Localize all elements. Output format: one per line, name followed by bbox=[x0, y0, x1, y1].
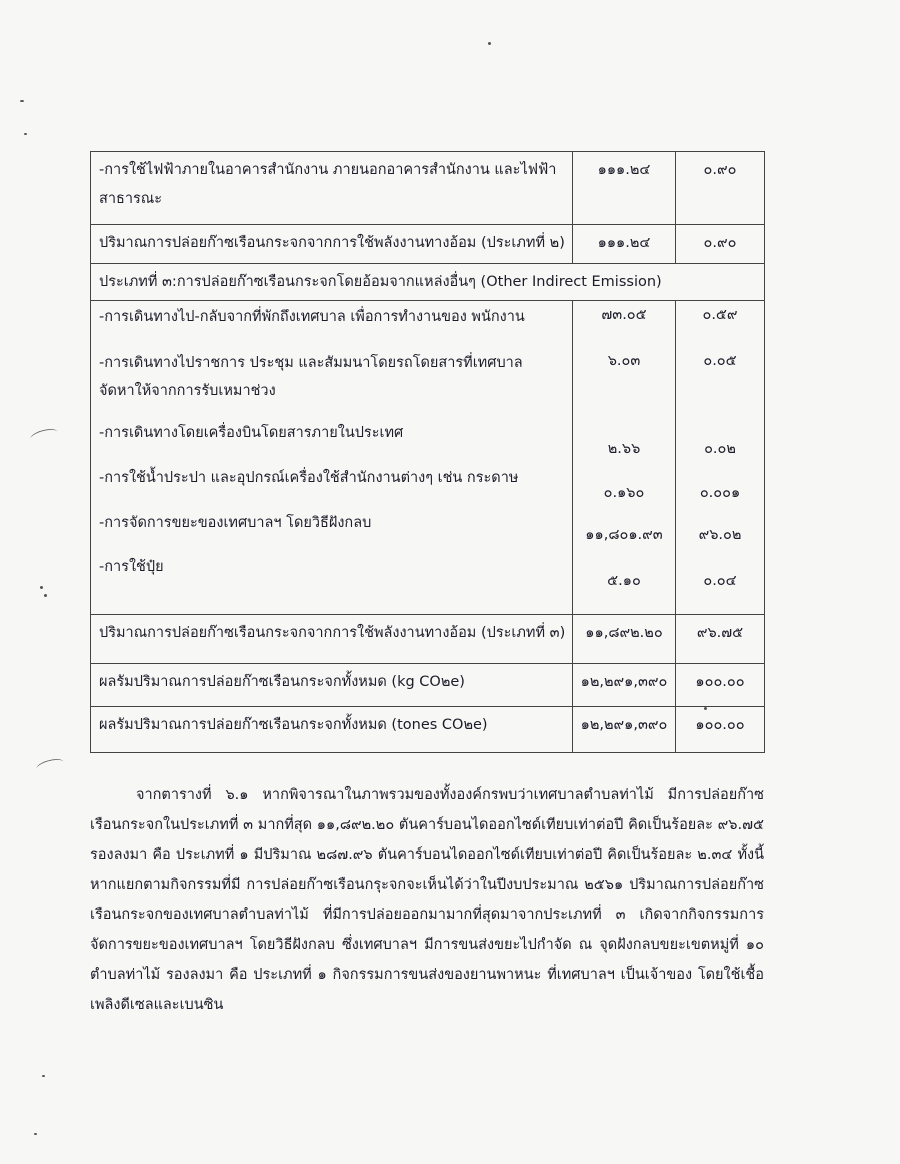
activity-label: -การเดินทางไปราชการ ประชุม และสัมมนาโดยรถโดยสารที่เทศบาล bbox=[99, 355, 523, 371]
emission-percent: ๙๖.๗๕ bbox=[676, 615, 765, 664]
section-header: ประเภทที่ ๓:การปล่อยก๊าซเรือนกระจกโดยอ้อมจากแหล่งอื่นๆ (Other Indirect Emission) bbox=[91, 264, 765, 301]
emission-percent: ๐.๐๔ bbox=[703, 573, 737, 589]
paragraph-text: จากตารางที่ ๖.๑ หากพิจารณาในภาพรวมของทั้งองค์กรพบว่าเทศบาลตำบลท่าไม้ มีการปล่อยก๊าซเรือนกระจกในประเภทที่ ๓ มากที่สุด ๑๑,๘๙๒.๒๐ ตันคาร์บอนไดออกไซด์เทียบเท่าต่อปี คิดเป็นร้อยละ ๙๖.๗๕ รองลงมา คือ ประเภทที่ ๑ มีปริมาณ ๒๘๗.๙๖ ตันคาร์บอนไดออกไซด์เทียบเท่าต่อปี คิดเป็นร้อยละ ๒.๓๔ ทั้งนี้หากแยกตามกิจกรรมที่มี การปล่อยก๊าซเรือนกรุะจกจะเห็นได้ว่าในปีงบประมาณ ๒๕๖๑ ปริมาณการปล่อยก๊าซเรือนกระจกของเทศบาลตำบลท่าไม้ ที่มีการปล่อยออกมามากที่สุดมาจากประเภทที่ ๓ เกิดจากกิจกรรมการจัดการขยะของเทศบาลฯ โดยวิธีฝังกลบ ซึ่งเทศบาลฯ มีการขนส่งขยะไปกำจัด ณ จุดฝังกลบขยะเขตหมู่ที่ ๑๐ ตำบลท่าไม้ รองลงมา คือ ประเภทที่ ๑ กิจกรรมการขนส่งของยานพาหนะ ที่เทศบาลฯ เป็นเจ้าของ โดยใช้เชื้อเพลิงดีเซลและเบนซิน bbox=[90, 787, 764, 1013]
table-row bbox=[91, 615, 765, 664]
row-label bbox=[91, 152, 573, 225]
row-label: ผลรัมปริมาณการปล่อยก๊าซเรือนกระจกทั้งหมด (kg CO๒e) bbox=[91, 664, 573, 707]
table-row bbox=[91, 707, 765, 753]
emission-value: ๑๒,๒๙๑,๓๙๐ bbox=[573, 707, 676, 753]
scan-speck bbox=[20, 100, 24, 102]
activity-label: -การใช้ปุ๋ย bbox=[99, 559, 164, 575]
emission-percent: ๐.๐๐๑ bbox=[699, 485, 741, 501]
row-label-line: สาธารณะ bbox=[99, 191, 163, 207]
activity-label: -การใช้น้ำประปา และอุปกรณ์เครื่องใช้สำนักงานต่างๆ เช่น กระดาษ bbox=[99, 470, 519, 486]
activity-label: -การจัดการขยะของเทศบาลฯ โดยวิธีฝังกลบ bbox=[99, 515, 372, 531]
emission-percent: ๑๐๐.๐๐ bbox=[676, 664, 765, 707]
activity-label: -การเดินทางไป-กลับจากที่พักถึงเทศบาล เพื่อการทำงานของ พนักงาน bbox=[99, 309, 525, 325]
emission-value: ๑๑,๘๙๒.๒๐ bbox=[573, 615, 676, 664]
row-label: ปริมาณการปล่อยก๊าซเรือนกระจกจากการใช้พลังงานทางอ้อม (ประเภทที่ ๓) bbox=[91, 615, 573, 664]
scan-speck bbox=[488, 42, 491, 45]
activity-label: -การเดินทางโดยเครื่องบินโดยสารภายในประเทศ bbox=[99, 425, 404, 441]
emission-percent: ๐.๐๒ bbox=[704, 441, 736, 457]
emission-percent: ๑๐๐.๐๐ bbox=[676, 707, 765, 753]
table-row bbox=[91, 664, 765, 707]
scan-mark bbox=[35, 757, 65, 775]
emission-value: ๑๑๑.๒๔ bbox=[573, 152, 676, 225]
emission-percent: ๐.๙๐ bbox=[676, 225, 765, 264]
scan-mark bbox=[29, 427, 59, 445]
row-label: ปริมาณการปล่อยก๊าซเรือนกระจกจากการใช้พลังงานทางอ้อม (ประเภทที่ ๒) bbox=[91, 225, 573, 264]
emission-value: ๕.๑๐ bbox=[607, 573, 641, 589]
activity-values bbox=[573, 301, 676, 615]
table-row bbox=[91, 225, 765, 264]
activity-percents bbox=[676, 301, 765, 615]
emission-percent: ๙๖.๐๒ bbox=[698, 527, 742, 543]
table-row bbox=[91, 264, 765, 301]
scan-speck bbox=[44, 594, 47, 597]
emission-percent: ๐.๙๐ bbox=[676, 152, 765, 225]
activity-label: จัดหาให้จากการรับเหมาช่วง bbox=[99, 383, 276, 399]
emission-value: ๒.๖๖ bbox=[607, 441, 641, 457]
scan-speck bbox=[42, 1075, 45, 1077]
emission-value: ๑๑๑.๒๔ bbox=[573, 225, 676, 264]
table-row bbox=[91, 152, 765, 225]
row-label-line: -การใช้ไฟฟ้าภายในอาคารสำนักงาน ภายนอกอาคารสำนักงาน และไฟฟ้า bbox=[99, 162, 557, 178]
summary-paragraph bbox=[90, 780, 764, 1020]
scan-speck bbox=[40, 586, 43, 589]
activity-labels bbox=[91, 301, 573, 615]
emission-percent: ๐.๐๕ bbox=[703, 353, 737, 369]
row-label: ผลรัมปริมาณการปล่อยก๊าซเรือนกระจกทั้งหมด (tones CO๒e) bbox=[91, 707, 573, 753]
scan-speck bbox=[24, 133, 27, 135]
emission-value: ๖.๐๓ bbox=[607, 353, 641, 369]
emission-value: ๐.๑๖๐ bbox=[603, 485, 645, 501]
scan-speck bbox=[34, 1133, 37, 1135]
table-row bbox=[91, 301, 765, 615]
emission-value: ๗๓.๐๕ bbox=[601, 307, 647, 323]
emission-value: ๑๑,๘๐๑.๙๓ bbox=[585, 527, 663, 543]
emission-value: ๑๒,๒๙๑,๓๙๐ bbox=[573, 664, 676, 707]
emission-percent: ๐.๕๙ bbox=[702, 307, 738, 323]
emissions-table bbox=[90, 151, 765, 753]
